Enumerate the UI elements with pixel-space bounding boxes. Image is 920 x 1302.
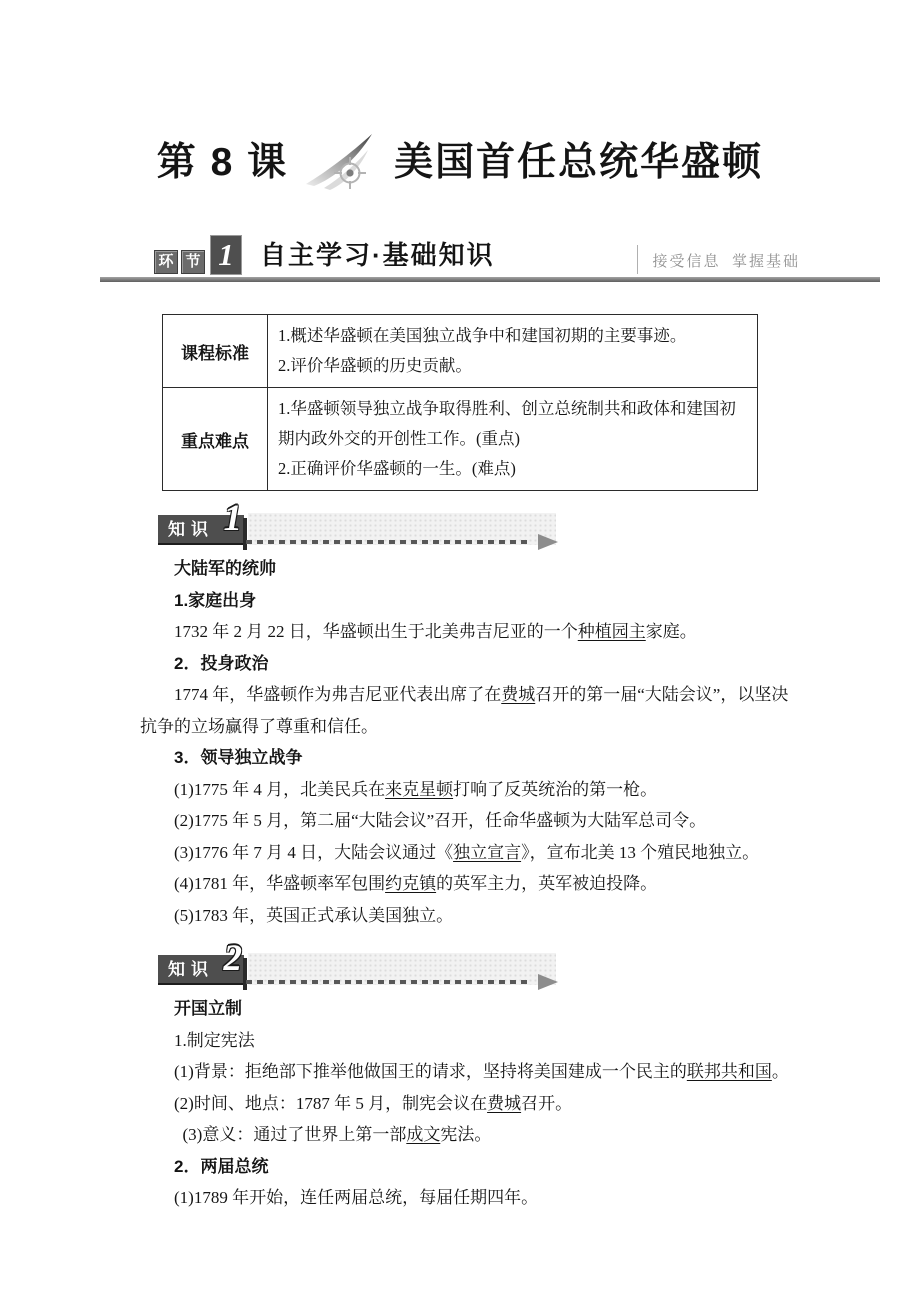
arrow-right-icon [538,974,558,990]
text-segment: (1)1789 年开始，连任两届总统，每届任期四年。 [174,1188,539,1207]
text-block [140,679,800,742]
knowledge-badge-number: 1 [223,498,242,539]
table-item: 1.华盛顿领导独立战争取得胜利、创立总统制共和政体和建国初期内政外交的开创性工作。(重点) [278,399,736,448]
underlined-term: 独立宣言 [453,842,522,862]
text-segment: (4)1781 年，华盛顿率军包围 [174,874,386,893]
text-block [140,1056,800,1088]
knowledge-badge-row [158,938,800,985]
text-segment: (3)意义：通过了世界上第一部 [174,1125,407,1144]
table-row [163,388,758,491]
band-badge-char: 节 [181,250,205,274]
text-block [140,648,800,680]
text-segment: 打响了反英统治的第一枪。 [453,779,658,799]
underlined-term: 种植园主 [577,622,646,641]
swoosh-target-icon [304,132,380,192]
table-item: 2.正确评价华盛顿的一生。(难点) [278,459,516,478]
band-badge-char: 环 [154,250,178,274]
text-block [140,616,800,648]
section-band [154,230,800,274]
text-segment: 2．两届总统 [174,1156,269,1176]
table-item: 1.概述华盛顿在美国独立战争中和建国初期的主要事迹。 [278,326,687,345]
text-segment: 。 [771,1062,789,1081]
table-item: 2.评价华盛顿的历史贡献。 [278,356,472,375]
table-row [163,315,758,388]
arrow-right-icon [538,534,558,550]
text-block [140,900,800,932]
text-segment: 召开的第一届“大陆会议”，以坚决抗争的立场赢得了尊重和信任。 [140,685,789,736]
text-segment: 家庭。 [645,622,697,641]
band-slogan: 接受信息 掌握基础 [637,245,800,274]
text-block [140,805,800,837]
dotted-band [248,953,556,985]
section-heading: 开国立制 [174,999,242,1018]
underlined-term: 来克星顿 [385,779,454,799]
lesson-number: 第 8 课 [156,141,289,184]
dashed-line [246,980,530,984]
table-row-header: 重点难点 [163,388,268,491]
text-block [140,774,800,806]
dotted-band [248,513,556,545]
text-segment: 1732 年 2 月 22 日，华盛顿出生于北美弗吉尼亚的一个 [174,622,578,641]
knowledge-badge-label: 知识 [168,520,214,539]
underlined-term: 约克镇 [385,874,437,893]
text-segment: 宪法。 [440,1125,492,1144]
underlined-term: 联邦共和国 [686,1062,772,1081]
knowledge-section [140,498,800,931]
standards-table-body [163,315,758,491]
text-segment: (5)1783 年，英国正式承认美国独立。 [174,905,454,925]
lesson-title [120,128,800,190]
text-block [140,837,800,869]
text-block [140,1151,800,1183]
underlined-term: 费城 [501,685,536,704]
text-segment: 召开。 [521,1093,573,1113]
knowledge-badge-label: 知识 [168,960,214,979]
table-row-content [268,388,758,491]
text-block [140,742,800,774]
section-heading: 大陆军的统帅 [174,559,276,578]
text-segment: 》，宣布北美 13 个殖民地独立。 [521,842,760,862]
text-segment: (2)时间、地点：1787 年 5 月，制宪会议在 [174,1093,488,1113]
text-segment: 1.制定宪法 [174,1030,255,1050]
text-segment: 2．投身政治 [174,653,269,673]
text-block [140,585,800,617]
text-block [140,1119,800,1151]
knowledge-badge-row [158,498,800,545]
text-segment: (2)1775 年 5 月，第二届“大陆会议”召开，任命华盛顿为大陆军总司令。 [174,811,707,830]
text-segment: 1774 年，华盛顿作为弗吉尼亚代表出席了在 [174,685,502,704]
knowledge-section [140,938,800,1214]
knowledge-badge [158,498,244,545]
text-segment: (1)背景：拒绝部下推举他做国王的请求，坚持将美国建成一个民主的 [174,1062,687,1081]
table-row-content [268,315,758,388]
knowledge-sections [140,498,800,1214]
dashed-line [246,540,530,544]
text-segment: (1)1775 年 4 月，北美民兵在 [174,779,386,799]
knowledge-badge [158,938,244,985]
standards-table [162,314,758,491]
underlined-term: 费城 [487,1093,522,1113]
text-block [140,1182,800,1214]
text-segment: (3)1776 年 7 月 4 日，大陆会议通过《 [174,842,454,862]
text-block [140,868,800,900]
band-rule [100,277,880,282]
text-block [140,1025,800,1057]
text-segment: 的英军主力，英军被迫投降。 [436,874,658,893]
band-title: 自主学习·基础知识 [260,240,495,270]
underlined-term: 成文 [406,1125,441,1144]
lesson-name: 美国首任总统华盛顿 [394,141,764,184]
knowledge-badge-number: 2 [223,938,242,979]
band-badge-number: 1 [210,235,242,275]
text-block [140,1088,800,1120]
text-segment: 1.家庭出身 [174,590,257,610]
table-row-header: 课程标准 [163,315,268,388]
text-segment: 3．领导独立战争 [174,748,303,767]
